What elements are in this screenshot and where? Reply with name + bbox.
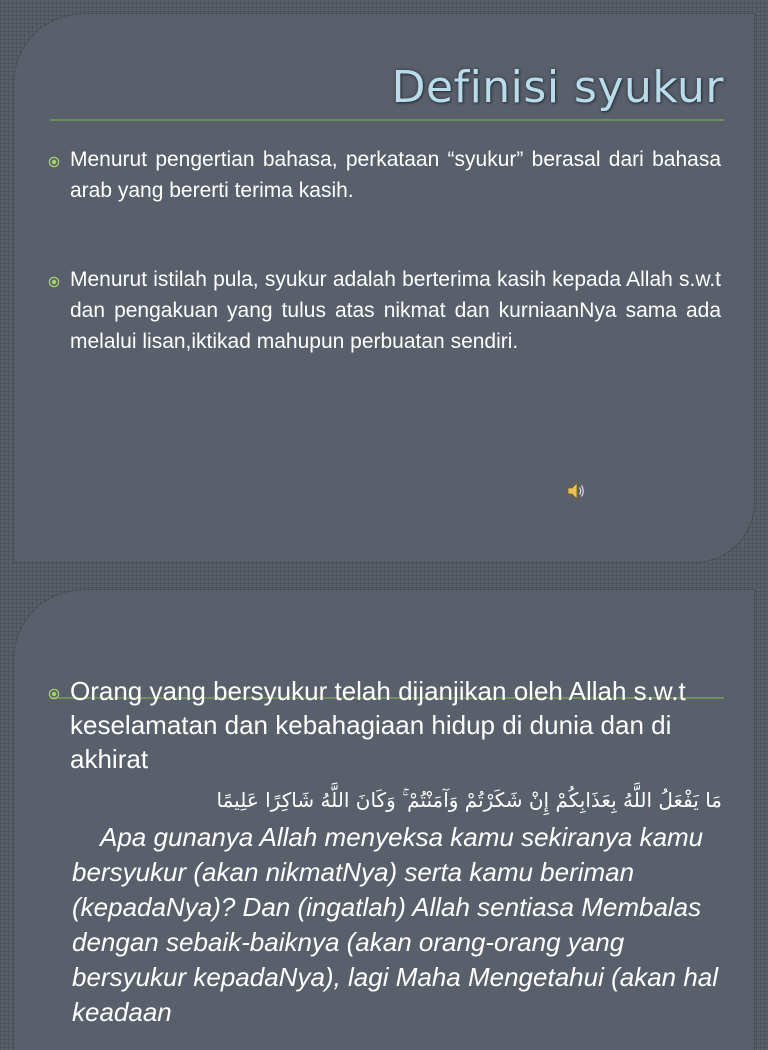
slide-janji-syukur — [14, 590, 754, 1050]
arabic-verse: مَا يَفْعَلُ اللَّهُ بِعَذَابِكُمْ إِنْ شَكَرْتُمْ وَآمَنْتُمْ ۚ وَكَانَ اللَّهُ شَاكِرًا عَلِيمًا — [216, 788, 722, 812]
title-divider — [50, 119, 724, 121]
slide-definisi-syukur — [14, 14, 754, 562]
verse-translation: Apa gunanya Allah menyeksa kamu sekiranya kamu bersyukur (akan nikmatNya) serta kamu beriman (kepadaNya)? Dan (ingatlah) Allah sentiasa Membalas dengan sebaik-baiknya (akan orang-orang yang bersyukur kepadaNya), lagi Maha Mengetahui (akan hal keadaan — [72, 822, 719, 1027]
bullet-text: Orang yang bersyukur telah dijanjikan oleh Allah s.w.t keselamatan dan kebahagiaan hidup di dunia dan di akhirat — [70, 676, 686, 774]
bullet-icon — [48, 156, 60, 168]
speaker-icon[interactable] — [566, 480, 586, 502]
bullet-icon — [48, 276, 60, 288]
bullet-icon — [48, 688, 60, 700]
slide-title: Definisi syukur — [391, 62, 724, 113]
bullet-text: Menurut pengertian bahasa, perkataan “syukur” berasal dari bahasa arab yang bererti terima kasih. — [70, 148, 721, 202]
bullet-text: Menurut istilah pula, syukur adalah berterima kasih kepada Allah s.w.t dan pengakuan yang tulus atas nikmat dan kurniaanNya sama ada melalui lisan,iktikad mahupun perbuatan sendiri. — [70, 268, 721, 353]
